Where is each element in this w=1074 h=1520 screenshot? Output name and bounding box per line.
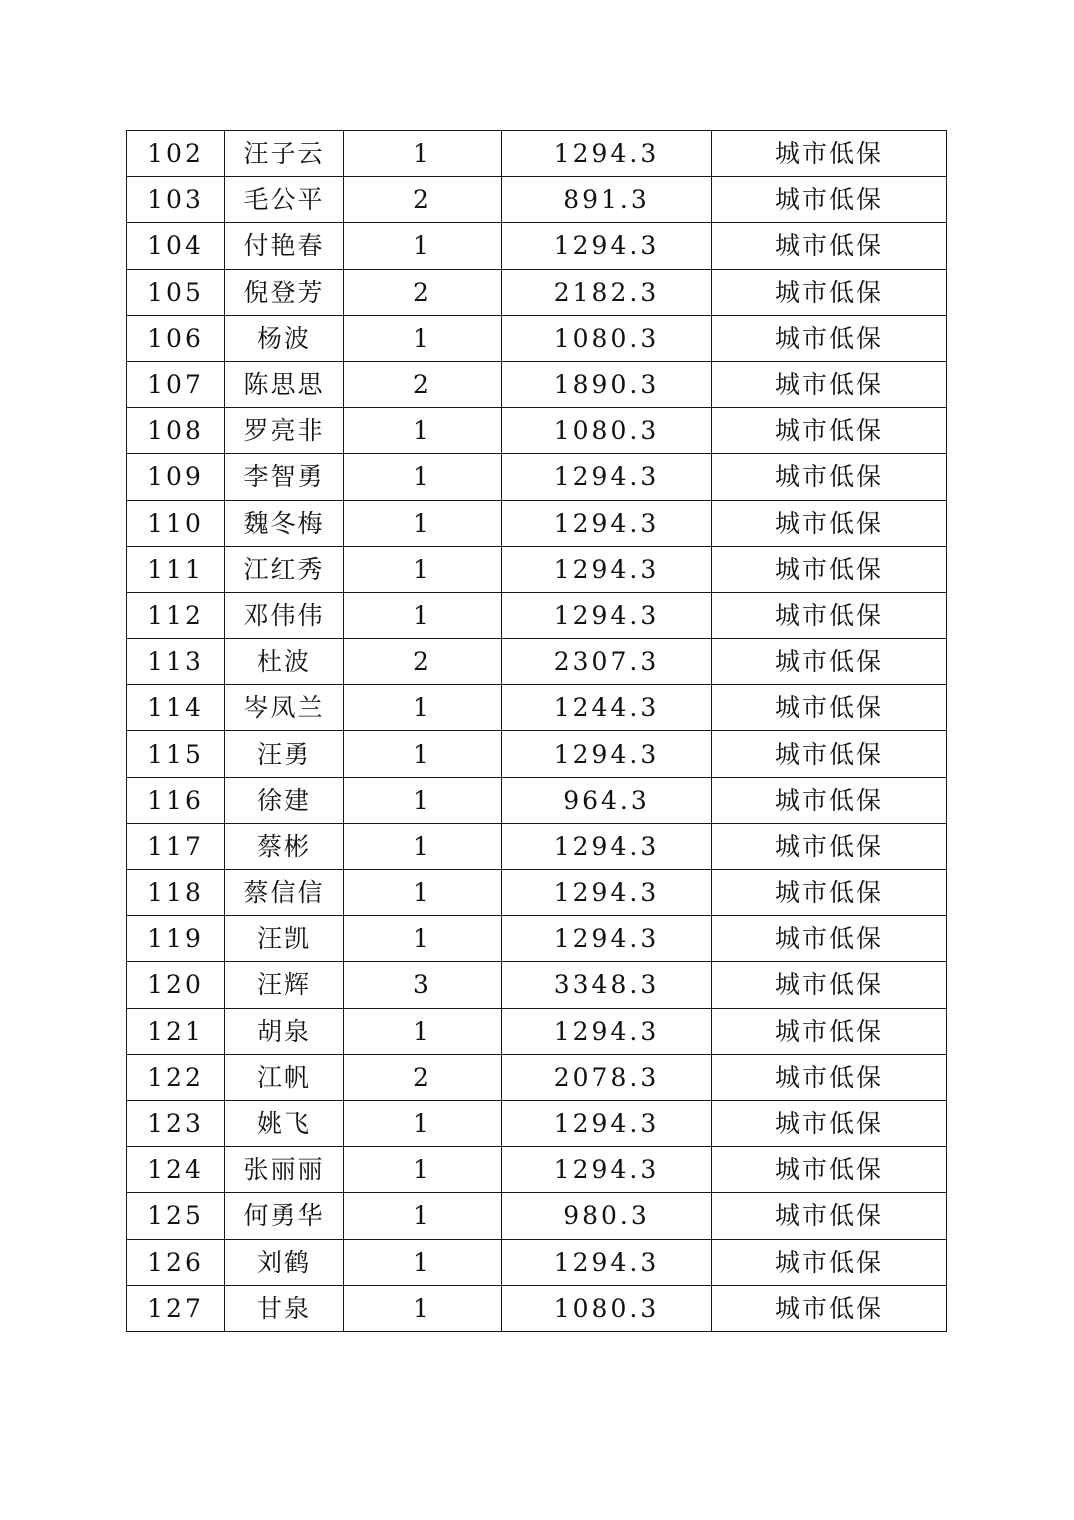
benefit-amount: 1294.3: [502, 131, 712, 177]
assistance-type: 城市低保: [712, 592, 947, 638]
household-count: 2: [344, 269, 502, 315]
table-row: [127, 1239, 947, 1285]
row-number: 104: [127, 223, 225, 269]
table-row: [127, 731, 947, 777]
recipient-name: 杜波: [225, 639, 344, 685]
assistance-type: 城市低保: [712, 1193, 947, 1239]
benefit-amount: 980.3: [502, 1193, 712, 1239]
recipient-name: 蔡彬: [225, 823, 344, 869]
benefit-amount: 1294.3: [502, 1239, 712, 1285]
household-count: 1: [344, 777, 502, 823]
assistance-type: 城市低保: [712, 823, 947, 869]
benefit-amount: 964.3: [502, 777, 712, 823]
benefit-amount: 1294.3: [502, 916, 712, 962]
row-number: 123: [127, 1100, 225, 1146]
row-number: 106: [127, 315, 225, 361]
household-count: 1: [344, 870, 502, 916]
assistance-type: 城市低保: [712, 1147, 947, 1193]
table-row: [127, 1193, 947, 1239]
assistance-type: 城市低保: [712, 454, 947, 500]
assistance-type: 城市低保: [712, 500, 947, 546]
row-number: 107: [127, 361, 225, 407]
benefit-amount: 1294.3: [502, 223, 712, 269]
household-count: 1: [344, 1008, 502, 1054]
recipient-name: 岑凤兰: [225, 685, 344, 731]
benefit-amount: 1890.3: [502, 361, 712, 407]
recipient-name: 姚飞: [225, 1100, 344, 1146]
benefit-amount: 2182.3: [502, 269, 712, 315]
row-number: 120: [127, 962, 225, 1008]
assistance-type: 城市低保: [712, 962, 947, 1008]
recipient-name: 倪登芳: [225, 269, 344, 315]
household-count: 1: [344, 131, 502, 177]
benefit-amount: 1294.3: [502, 1100, 712, 1146]
benefit-amount: 1244.3: [502, 685, 712, 731]
table-row: [127, 1147, 947, 1193]
benefit-amount: 1294.3: [502, 592, 712, 638]
table-row: [127, 1285, 947, 1331]
row-number: 113: [127, 639, 225, 685]
row-number: 119: [127, 916, 225, 962]
benefit-amount: 1294.3: [502, 731, 712, 777]
assistance-type: 城市低保: [712, 1100, 947, 1146]
table-row: [127, 546, 947, 592]
table-row: [127, 962, 947, 1008]
assistance-type: 城市低保: [712, 870, 947, 916]
row-number: 127: [127, 1285, 225, 1331]
row-number: 111: [127, 546, 225, 592]
table-row: [127, 777, 947, 823]
assistance-type: 城市低保: [712, 777, 947, 823]
table-row: [127, 269, 947, 315]
household-count: 1: [344, 1239, 502, 1285]
household-count: 1: [344, 1285, 502, 1331]
assistance-type: 城市低保: [712, 361, 947, 407]
row-number: 121: [127, 1008, 225, 1054]
household-count: 2: [344, 361, 502, 407]
row-number: 126: [127, 1239, 225, 1285]
row-number: 118: [127, 870, 225, 916]
recipient-name: 杨波: [225, 315, 344, 361]
table-row: [127, 361, 947, 407]
assistance-type: 城市低保: [712, 1239, 947, 1285]
recipient-name: 毛公平: [225, 177, 344, 223]
assistance-type: 城市低保: [712, 131, 947, 177]
benefit-amount: 1080.3: [502, 1285, 712, 1331]
household-count: 1: [344, 315, 502, 361]
recipient-name: 李智勇: [225, 454, 344, 500]
recipient-name: 邓伟伟: [225, 592, 344, 638]
recipient-name: 汪勇: [225, 731, 344, 777]
recipient-name: 江帆: [225, 1054, 344, 1100]
recipient-name: 汪凯: [225, 916, 344, 962]
recipient-name: 徐建: [225, 777, 344, 823]
recipient-name: 汪子云: [225, 131, 344, 177]
benefit-amount: 891.3: [502, 177, 712, 223]
benefit-amount: 1294.3: [502, 870, 712, 916]
row-number: 102: [127, 131, 225, 177]
table-row: [127, 870, 947, 916]
benefit-amount: 1294.3: [502, 823, 712, 869]
recipient-name: 蔡信信: [225, 870, 344, 916]
row-number: 105: [127, 269, 225, 315]
household-count: 2: [344, 639, 502, 685]
table-row: [127, 500, 947, 546]
assistance-type: 城市低保: [712, 639, 947, 685]
recipient-name: 刘鹤: [225, 1239, 344, 1285]
row-number: 116: [127, 777, 225, 823]
recipient-name: 汪辉: [225, 962, 344, 1008]
table-row: [127, 223, 947, 269]
assistance-type: 城市低保: [712, 223, 947, 269]
benefit-amount: 1294.3: [502, 1147, 712, 1193]
assistance-type: 城市低保: [712, 546, 947, 592]
benefit-amount: 2078.3: [502, 1054, 712, 1100]
row-number: 103: [127, 177, 225, 223]
row-number: 110: [127, 500, 225, 546]
assistance-type: 城市低保: [712, 916, 947, 962]
benefit-amount: 1294.3: [502, 546, 712, 592]
household-count: 1: [344, 454, 502, 500]
row-number: 115: [127, 731, 225, 777]
benefit-amount: 1294.3: [502, 1008, 712, 1054]
roster-table: [126, 130, 947, 1332]
recipient-name: 陈思思: [225, 361, 344, 407]
benefit-amount: 2307.3: [502, 639, 712, 685]
table-row: [127, 131, 947, 177]
recipient-name: 张丽丽: [225, 1147, 344, 1193]
household-count: 1: [344, 1193, 502, 1239]
benefit-amount: 1294.3: [502, 454, 712, 500]
assistance-type: 城市低保: [712, 1054, 947, 1100]
table-row: [127, 685, 947, 731]
table-row: [127, 315, 947, 361]
row-number: 114: [127, 685, 225, 731]
assistance-type: 城市低保: [712, 315, 947, 361]
row-number: 112: [127, 592, 225, 638]
recipient-name: 胡泉: [225, 1008, 344, 1054]
household-count: 1: [344, 223, 502, 269]
row-number: 109: [127, 454, 225, 500]
household-count: 1: [344, 823, 502, 869]
household-count: 1: [344, 916, 502, 962]
table-row: [127, 408, 947, 454]
table-row: [127, 639, 947, 685]
benefit-amount: 1294.3: [502, 500, 712, 546]
household-count: 1: [344, 546, 502, 592]
row-number: 124: [127, 1147, 225, 1193]
row-number: 122: [127, 1054, 225, 1100]
household-count: 1: [344, 592, 502, 638]
household-count: 1: [344, 408, 502, 454]
recipient-name: 何勇华: [225, 1193, 344, 1239]
row-number: 117: [127, 823, 225, 869]
household-count: 3: [344, 962, 502, 1008]
table-row: [127, 823, 947, 869]
recipient-name: 罗亮非: [225, 408, 344, 454]
table-row: [127, 177, 947, 223]
household-count: 1: [344, 500, 502, 546]
table-row: [127, 1054, 947, 1100]
recipient-name: 江红秀: [225, 546, 344, 592]
row-number: 108: [127, 408, 225, 454]
table-row: [127, 454, 947, 500]
row-number: 125: [127, 1193, 225, 1239]
assistance-type: 城市低保: [712, 731, 947, 777]
recipient-name: 魏冬梅: [225, 500, 344, 546]
assistance-type: 城市低保: [712, 1008, 947, 1054]
benefit-amount: 1080.3: [502, 408, 712, 454]
benefit-amount: 3348.3: [502, 962, 712, 1008]
assistance-type: 城市低保: [712, 1285, 947, 1331]
table-row: [127, 592, 947, 638]
assistance-type: 城市低保: [712, 685, 947, 731]
table-row: [127, 1008, 947, 1054]
household-count: 1: [344, 731, 502, 777]
household-count: 1: [344, 1100, 502, 1146]
household-count: 2: [344, 1054, 502, 1100]
assistance-type: 城市低保: [712, 269, 947, 315]
roster-table-body: [127, 131, 947, 1332]
assistance-type: 城市低保: [712, 408, 947, 454]
household-count: 1: [344, 685, 502, 731]
household-count: 2: [344, 177, 502, 223]
assistance-type: 城市低保: [712, 177, 947, 223]
benefit-amount: 1080.3: [502, 315, 712, 361]
household-count: 1: [344, 1147, 502, 1193]
table-row: [127, 1100, 947, 1146]
recipient-name: 付艳春: [225, 223, 344, 269]
table-row: [127, 916, 947, 962]
recipient-name: 甘泉: [225, 1285, 344, 1331]
